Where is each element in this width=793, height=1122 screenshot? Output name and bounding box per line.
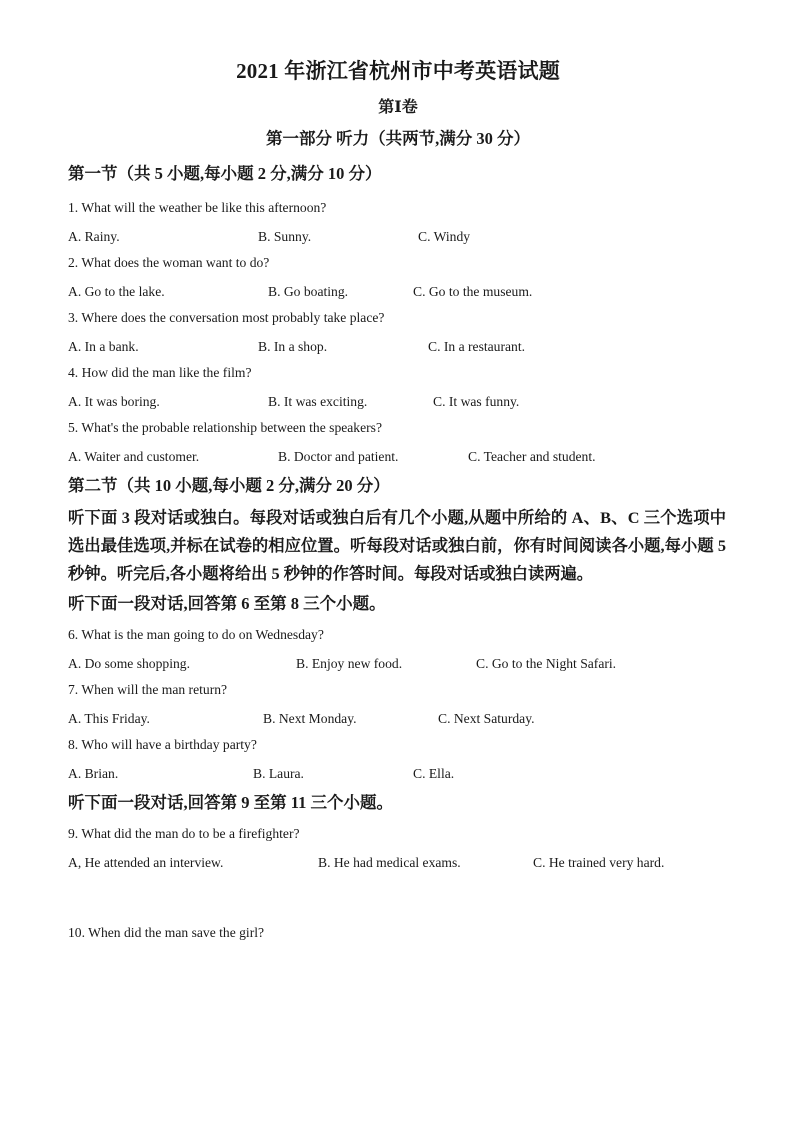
question-prompt: 5. What's the probable relationship between the speakers?: [68, 420, 382, 436]
option-row: [68, 327, 728, 356]
question-prompt: 8. Who will have a birthday party?: [68, 737, 257, 753]
section-one-questions: [68, 191, 728, 466]
option-row: [68, 437, 728, 466]
answer-option[interactable]: A. It was boring.: [68, 394, 160, 410]
document-title: 2021 年浙江省杭州市中考英语试题: [236, 59, 560, 83]
question-gap: [68, 872, 728, 916]
answer-option[interactable]: C. He trained very hard.: [533, 855, 665, 871]
question-prompt: 10. When did the man save the girl?: [68, 925, 265, 941]
answer-option[interactable]: A. This Friday.: [68, 711, 150, 727]
answer-option[interactable]: A. Go to the lake.: [68, 284, 165, 300]
answer-option[interactable]: A. Brian.: [68, 766, 119, 781]
question-prompt: 1. What will the weather be like this afternoon?: [68, 200, 327, 216]
group-one-questions: [68, 618, 728, 783]
answer-option[interactable]: B. Go boating.: [268, 284, 349, 300]
question-prompt: 6. What is the man going to do on Wednesday?: [68, 627, 324, 643]
answer-option[interactable]: C. Teacher and student.: [468, 449, 596, 465]
answer-option[interactable]: C. Next Saturday.: [438, 711, 535, 727]
answer-option[interactable]: A, He attended an interview.: [68, 855, 224, 871]
answer-option[interactable]: A. In a bank.: [68, 339, 139, 355]
answer-option[interactable]: A. Waiter and customer.: [68, 449, 200, 465]
answer-option[interactable]: C. Windy: [418, 229, 471, 245]
paper-label: 第Ⅰ卷: [378, 99, 418, 117]
answer-option[interactable]: C. Ella.: [413, 766, 455, 781]
answer-option[interactable]: B. Doctor and patient.: [278, 449, 399, 465]
answer-option[interactable]: C. In a restaurant.: [428, 339, 526, 355]
question-prompt: 3. Where does the conversation most probably take place?: [68, 310, 385, 326]
answer-option[interactable]: B. Next Monday.: [263, 711, 357, 727]
question-prompt: 7. When will the man return?: [68, 682, 228, 698]
section-two-heading: 第二节（共 10 小题,每小题 2 分,满分 20 分）: [68, 476, 390, 496]
section-two-instruction: 听下面 3 段对话或独白。每段对话或独白后有几个小题,从题中所给的 A、B、C 三个选项中选出最佳选项,并标在试卷的相应位置。听每段对话或独白前，你有时间阅读各小题,每小题 5 秒钟。听完后,各小题将给出 5 秒钟的作答时间。每段对话或独白读两遍。: [68, 507, 726, 583]
option-row: [68, 644, 728, 673]
answer-option[interactable]: B. Sunny.: [258, 229, 312, 245]
answer-option[interactable]: B. It was exciting.: [268, 394, 368, 410]
part-one-title: 第一部分 听力（共两节,满分 30 分）: [266, 129, 530, 149]
question-prompt: 9. What did the man do to be a firefighter?: [68, 826, 300, 842]
option-row: [68, 272, 728, 301]
answer-option[interactable]: B. In a shop.: [258, 339, 328, 355]
question-prompt: 2. What does the woman want to do?: [68, 255, 270, 271]
answer-option[interactable]: A. Rainy.: [68, 229, 120, 245]
page-content: [68, 58, 728, 942]
section-one-heading: 第一节（共 5 小题,每小题 2 分,满分 10 分）: [68, 163, 382, 183]
group-two-sub-heading: 听下面一段对话,回答第 9 至第 11 三个小题。: [68, 792, 393, 812]
answer-option[interactable]: B. Laura.: [253, 766, 304, 781]
answer-option[interactable]: C. It was funny.: [433, 394, 520, 410]
group-two-questions: [68, 817, 728, 942]
answer-option[interactable]: A. Do some shopping.: [68, 656, 190, 672]
option-row: [68, 382, 728, 411]
option-row: [68, 699, 728, 728]
group-one-sub-heading: 听下面一段对话,回答第 6 至第 8 三个小题。: [68, 593, 386, 613]
question-prompt: 4. How did the man like the film?: [68, 365, 252, 381]
group-divider: [68, 783, 728, 792]
answer-option[interactable]: C. Go to the museum.: [413, 284, 533, 300]
option-row: [68, 843, 728, 872]
option-row: [68, 217, 728, 246]
answer-option[interactable]: B. He had medical exams.: [318, 855, 461, 871]
answer-option[interactable]: C. Go to the Night Safari.: [476, 656, 617, 672]
option-row: [68, 754, 728, 783]
section-divider: [68, 466, 728, 475]
answer-option[interactable]: B. Enjoy new food.: [296, 656, 403, 672]
